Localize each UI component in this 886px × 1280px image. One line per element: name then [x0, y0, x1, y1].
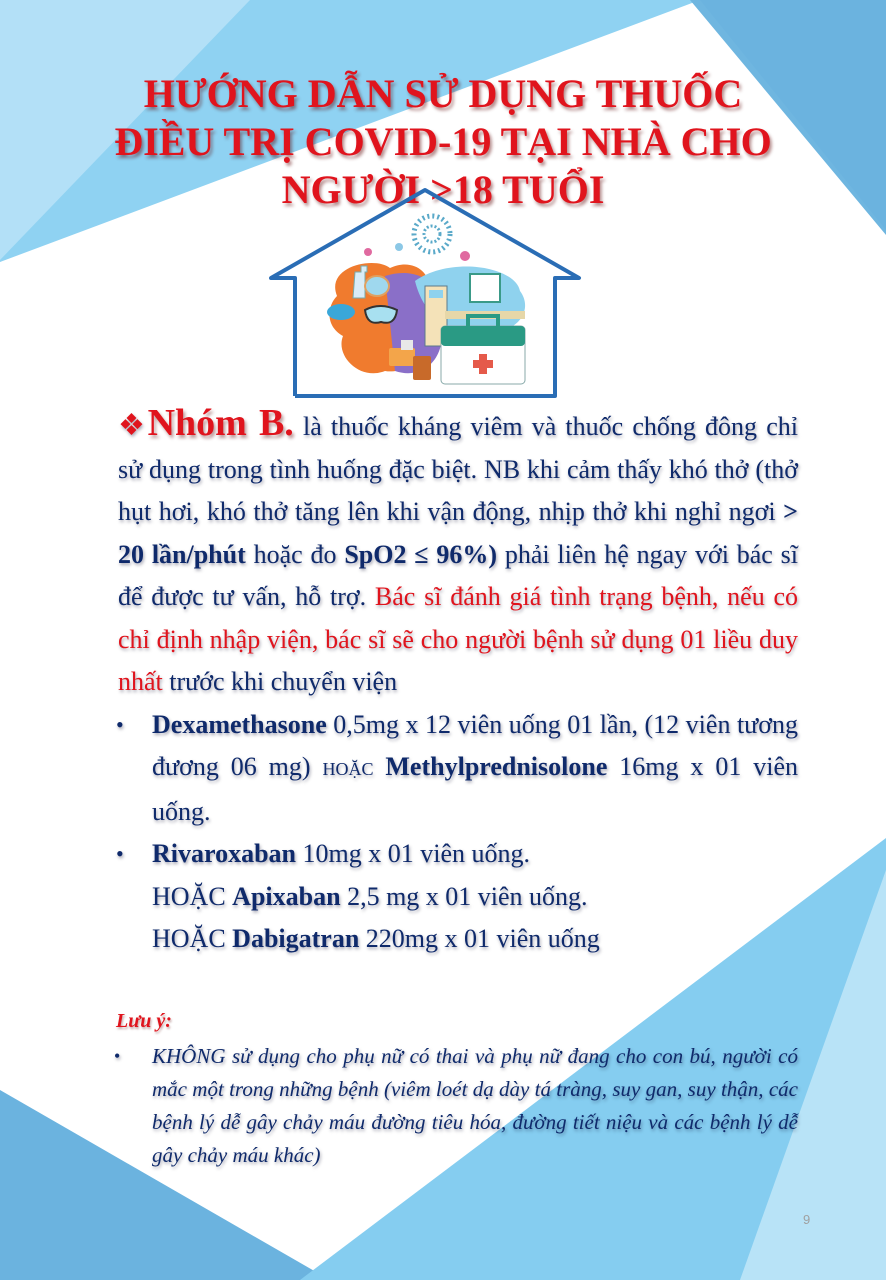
or-label: HOẶC — [152, 924, 226, 953]
drug-name-dexamethasone: Dexamethasone — [152, 709, 327, 739]
drug-name-apixaban: Apixaban — [232, 881, 341, 911]
group-b-intro-end: trước khi chuyển viện — [162, 667, 398, 696]
drug-name-dabigatran: Dabigatran — [232, 924, 360, 953]
note-title: Lưu ý: — [116, 1010, 172, 1032]
drug-dose: 10mg x 01 viên uống. — [296, 839, 530, 868]
drug-item-corticosteroid — [118, 704, 798, 834]
spo2-threshold: SpO2 ≤ 96%) — [344, 539, 498, 569]
page-number: 9 — [803, 1212, 811, 1227]
drug-dose: 2,5 mg x 01 viên uống. — [340, 881, 588, 911]
breath-rate-threshold: > 20 lần/phút — [118, 497, 798, 569]
group-b-intro-3: phải liên hệ ngay với bác sĩ để được tư vấn, hỗ trợ. — [118, 539, 798, 611]
drug-dose: 0,5mg x 12 viên uống 01 lần, (12 viên tương đương 06 mg) — [152, 709, 799, 781]
drug-name-rivaroxaban: Rivaroxaban — [152, 839, 296, 868]
group-b-heading: Nhóm B. — [147, 402, 294, 444]
or-label: HOẶC — [152, 881, 226, 911]
drug-name-methylprednisolone: Methylprednisolone — [385, 752, 608, 781]
bullet-icon: • — [116, 841, 124, 866]
bullet-icon: • — [116, 711, 124, 737]
note-section — [116, 1040, 798, 1172]
group-b-intro-2: hoặc đo — [245, 539, 345, 569]
drug-dose: 16mg x 01 viên uống. — [152, 752, 798, 826]
title-line-2: ĐIỀU TRỊ COVID-19 TẠI NHÀ CHO — [114, 119, 772, 164]
note-text: KHÔNG sử dụng cho phụ nữ có thai và phụ nữ đang cho con bú, người có mắc một trong những bệnh (viêm loét dạ dày tá tràng, suy gan, suy thận, các bệnh lý dễ gây chảy máu đường tiêu hóa, đường tiết niệu và các bệnh lý dễ gây chảy máu khác) — [152, 1044, 798, 1167]
title-line-3: NGƯỜI >18 TUỔI — [281, 167, 605, 212]
group-b-section — [118, 402, 798, 961]
diamond-cluster-icon: ❖ — [118, 409, 148, 442]
or-label: HOẶC — [322, 759, 374, 779]
group-b-intro: là thuốc kháng viêm và thuốc chống đông chỉ sử dụng trong tình huống đặc biệt. NB khi cảm thấy khó thở (thở hụt hơi, khó thở tăng lên khi vận động, nhịp thở khi nghỉ ngơi — [118, 412, 798, 526]
group-b-paragraph — [118, 402, 798, 704]
title-line-1: HƯỚNG DẪN SỬ DỤNG THUỐC — [143, 71, 743, 116]
drug-dose: 220mg x 01 viên uống — [359, 924, 600, 953]
note-item — [116, 1040, 798, 1172]
house-illustration — [265, 186, 585, 406]
bullet-icon: • — [114, 1046, 121, 1066]
drug-item-anticoagulant — [118, 833, 798, 961]
drug-list — [118, 704, 798, 961]
doctor-assessment-note: Bác sĩ đánh giá tình trạng bệnh, nếu có chỉ định nhập viện, bác sĩ sẽ cho người bệnh sử dụng 01 liều duy nhất — [118, 582, 798, 696]
